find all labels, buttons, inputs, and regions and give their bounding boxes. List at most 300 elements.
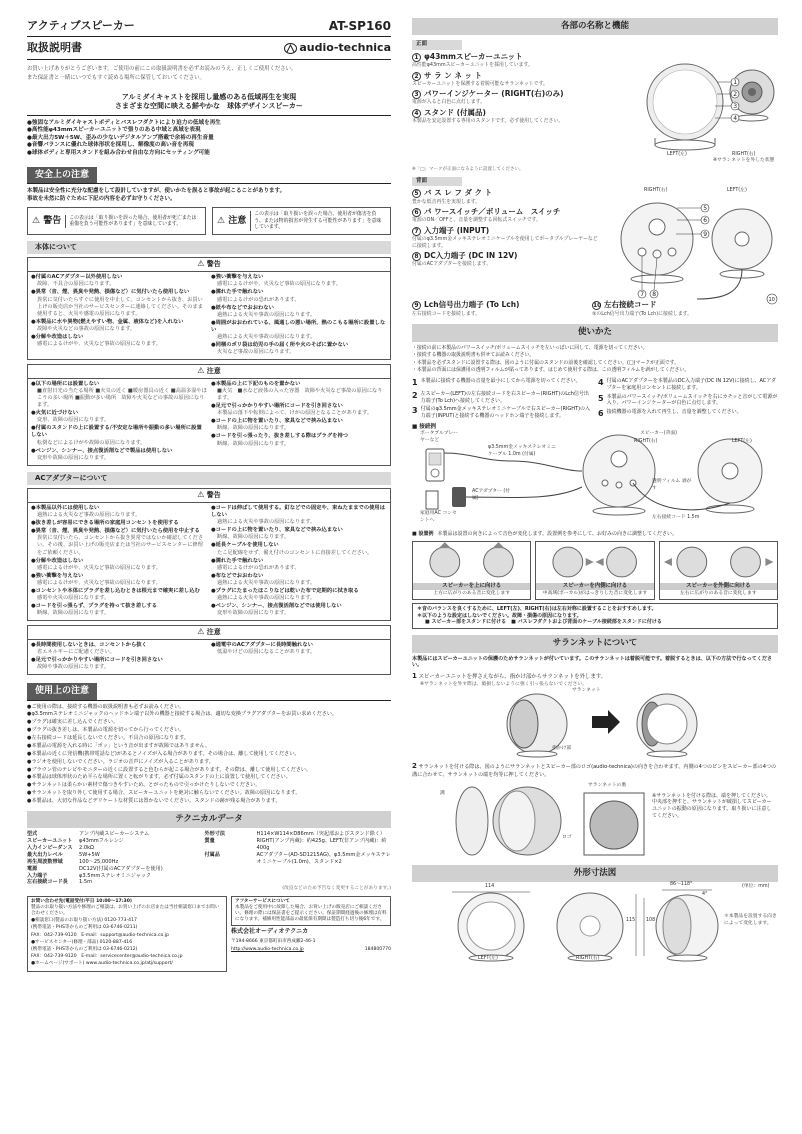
contact-line: (携帯電話・PHS等からのご利用は 03-6746-0212) bbox=[31, 947, 138, 953]
step-item bbox=[598, 409, 778, 420]
how-note-item: ・本製品を必ずスタンドに設置する際は、図のように付属のスタンドの前後を確認してください。(□)マークが正面です。 bbox=[412, 359, 680, 366]
catch-line: さまざまな空間に映える鮮やかな 球体デザインスピーカー bbox=[115, 102, 303, 111]
safety-item-detail: 感電によるけがや、火災など事故の原因になります。 bbox=[37, 340, 161, 347]
usage-list bbox=[27, 704, 391, 805]
usage-note-item: ●本製品の電源を入れる時に「ポッ」という音が出ますが故障ではありません。 bbox=[27, 742, 211, 749]
connection-label: ■ 接続例 bbox=[412, 423, 437, 430]
safety-item bbox=[31, 573, 207, 587]
part-description: 電源のON／OFFと、音量を調整する回転式スイッチです。 bbox=[412, 217, 541, 224]
dim-left-caption: LEFT(左) bbox=[478, 956, 498, 962]
step-item bbox=[598, 378, 778, 392]
spec-row bbox=[27, 879, 197, 886]
svg-text:4: 4 bbox=[733, 114, 738, 122]
usage-note-item: ●プラグの抜き差しは、本製品の電源を切ってから行ってください。 bbox=[27, 727, 185, 734]
left-column bbox=[27, 18, 391, 972]
brand-name: audio-technica bbox=[299, 41, 391, 55]
part-number: 2 bbox=[412, 72, 421, 81]
signal-words bbox=[27, 207, 391, 235]
part-item bbox=[412, 226, 602, 249]
safety-item-heading: ●火気に近づけない bbox=[31, 410, 78, 417]
ac-section-title: ACアダプターについて bbox=[27, 472, 391, 485]
safety-item-heading: ●分解や改造はしない bbox=[31, 557, 84, 564]
ac-warning-left bbox=[31, 505, 207, 618]
caution-triangle-icon: ⚠ bbox=[197, 627, 205, 637]
warning-triangle-icon: ⚠ bbox=[197, 490, 205, 500]
svg-text:8: 8 bbox=[652, 291, 657, 299]
back-left-caption: LEFT(左) bbox=[727, 188, 747, 194]
safety-item-heading: ●足元で引っかかりやすい場所にコードを引き回さない bbox=[31, 657, 163, 664]
contact-list bbox=[31, 905, 223, 968]
safety-item-heading: ●異常（音、煙、異臭や発熱、損傷など）に気付いたら使用を中止する bbox=[31, 528, 200, 535]
step-text: 左スピーカー(LEFT)の左右接続コードを右スピーカー(RIGHT)のLch信号出力端子(To Lch)へ接続してください。 bbox=[420, 390, 589, 404]
finger-label: 指かけ部 bbox=[552, 746, 572, 752]
spec-key: 電源 bbox=[27, 865, 38, 872]
safety-item bbox=[211, 320, 387, 341]
caution-icon: ⚠ 注意 bbox=[217, 216, 247, 227]
safety-item-detail: 本製品の落下や転倒によって、けがの原因となることがあります。 bbox=[217, 410, 373, 417]
spec-value: RIGHT(アンプ内蔵)：約425g、LEFT(非アンプ内蔵)：約400g bbox=[256, 838, 387, 852]
step-text: 本製品のパワースイッチ/ボリュームスイッチを右にカチッと音がして電源が入り、パワーインジケーターが白色に点灯します。 bbox=[606, 393, 778, 407]
body-warning-right bbox=[211, 274, 387, 357]
safety-item-heading: ●濡れた手で触れない bbox=[211, 289, 264, 296]
setup-inward-figure bbox=[536, 542, 653, 580]
step-item bbox=[598, 394, 778, 408]
svg-text:5: 5 bbox=[703, 205, 708, 213]
spec-key: 最大出力レベル bbox=[27, 851, 63, 858]
safety-item bbox=[31, 319, 207, 333]
model-number: AT-SP160 bbox=[328, 19, 391, 33]
safety-item-heading: ●紙や布などでおおわない bbox=[211, 304, 274, 311]
setup-up-desc: 上方に広がりのある音に変化します bbox=[433, 591, 511, 597]
ac-caution-head bbox=[28, 626, 390, 640]
contact-line: ●サービスセンター(修理・部品) 0120-887-416 bbox=[31, 939, 133, 945]
footer bbox=[27, 896, 391, 972]
dim-width: 114 bbox=[485, 884, 495, 890]
body-caution-box bbox=[27, 364, 391, 466]
step-number: 6 bbox=[598, 409, 604, 419]
step-text: 付属のφ3.5mm金メッキステレオミニケーブルで右スピーカー(RIGHT)の入力端子(INPUT)と接続する機器のヘッドホン端子を接続します。 bbox=[420, 406, 591, 420]
part-name-row bbox=[412, 207, 602, 217]
back-speaker-figure bbox=[602, 194, 778, 319]
setup-inward-desc: 中高域(ボーカル)がはっきりした音に変化します bbox=[542, 591, 648, 597]
body-caution-left bbox=[31, 381, 207, 463]
feature-list bbox=[27, 120, 391, 158]
body-warning-head bbox=[28, 258, 390, 272]
safety-item bbox=[31, 603, 207, 617]
safety-lead-line: 事故を未然に防ぐために下記の内容を必ずお守りください。 bbox=[27, 195, 176, 202]
how-note-item: ・接続の前に本製品のパワースイッチ/ボリュームスイッチを左いっぱいに回して、電源を切ってください。 bbox=[412, 344, 648, 351]
setup-note: ＊以下のような設定はしないでください。故障・損傷の原因になります。 bbox=[417, 612, 582, 619]
part-description: 左右接続コードを接続します。 bbox=[412, 310, 481, 317]
safety-item-heading: ●濡れた手で触れない bbox=[211, 557, 264, 564]
ac-caution-left bbox=[31, 642, 207, 672]
part-description: 豊かな低音再生を実現します。 bbox=[412, 198, 481, 205]
part-name: パワーインジケーター (RIGHT(右)のみ) bbox=[424, 89, 564, 99]
spec-value: ACアダプター(AD-SD1215AG)、φ3.5mm金メッキステレオミニケーブル(1.0m)、スタンド×2 bbox=[256, 851, 391, 865]
spec-value: φ3.5mmステレオミニジャック bbox=[79, 872, 152, 879]
part-item bbox=[412, 251, 602, 268]
safety-item bbox=[31, 334, 207, 348]
safety-item bbox=[211, 527, 387, 541]
part-description: 付属のφ3.5mm金メッキステレオミニケーブルを使用してポータブルプレーヤーなどに接続します。 bbox=[412, 235, 598, 249]
front-note: ※「□」マークが正面になるように設置してください。 bbox=[412, 166, 524, 172]
saran-step1-note: ※サランネットを外す際は、破損しないように強く引っ張らないでください。 bbox=[420, 681, 587, 687]
setup-up-title: スピーカーを上に向ける bbox=[413, 583, 530, 590]
safety-item-detail: 過熱による火災や事故の原因になります。 bbox=[217, 311, 316, 318]
company-url[interactable]: http://www.audio-technica.co.jp bbox=[231, 946, 304, 952]
outlet-label: 家庭用AC コンセントへ bbox=[420, 511, 457, 523]
spec-value: φ43mmフルレンジ bbox=[79, 838, 124, 845]
contact-line: FAX：042-739-9120 E-mail：support@audio-technica.co.jp bbox=[31, 932, 169, 938]
spec-key: 入力インピーダンス bbox=[27, 845, 73, 852]
safety-item bbox=[211, 573, 387, 587]
safety-lead-line: 本製品は安全性に充分な配慮をして設計していますが、使いかたを誤ると事故が起こることがあります。 bbox=[27, 188, 286, 195]
setup-notes bbox=[412, 603, 778, 629]
conn-right-label: RIGHT(右) bbox=[634, 439, 658, 445]
feature-item: ●高性能φ43mmスピーカーユニットで張りのある中域と高域を表現 bbox=[27, 127, 201, 134]
safety-item bbox=[211, 342, 387, 356]
back-label: 背面 bbox=[412, 177, 462, 186]
steps-left bbox=[412, 378, 592, 422]
spec-value: 2.0kΩ bbox=[79, 845, 94, 852]
step-text: 本製品に接続する機器の音量を最小にしてから電源を切ってください。 bbox=[420, 378, 581, 385]
part-description: 本製品を安定設置する専用のスタンドです。必ず使用してください。 bbox=[412, 118, 564, 125]
title-row bbox=[27, 18, 391, 37]
service-title: アフターサービスについて bbox=[235, 898, 290, 904]
safety-item-detail: 感電によるけがや、火災など事故の原因になります。 bbox=[37, 579, 161, 586]
safety-item-heading: ●ベンジン、シンナー、接点復活剤などで製品は使用しない bbox=[31, 447, 173, 454]
part-number: 5 bbox=[412, 189, 421, 198]
spec-key: 入力端子 bbox=[27, 872, 48, 879]
part-name: バ ス レ フ ダ ク ト bbox=[424, 188, 493, 198]
safety-item-heading: ●足元で引っかかりやすい場所にコードを引き回さない bbox=[211, 403, 343, 410]
safety-item-detail: 感電によるけがや、火災など事故の原因になります。 bbox=[217, 281, 341, 288]
spec-row bbox=[27, 859, 197, 866]
saran-step1: 1 スピーカーユニットを押さえながら、指かけ部からサランネットを外します。 ※サランネットを外す際は、破損しないように強く引っ張らないでください。 bbox=[412, 672, 778, 688]
part-number: 8 bbox=[412, 252, 421, 261]
safety-item-detail: 断線、故障の原因になります。 bbox=[217, 534, 290, 541]
safety-item-heading: ●以下の場所には設置しない bbox=[31, 381, 100, 387]
intro-text bbox=[27, 66, 391, 83]
warning-label: 警告 bbox=[43, 216, 62, 227]
safety-item-heading: ●強い衝撃を与えない bbox=[211, 274, 264, 281]
steps-right bbox=[598, 378, 778, 422]
safety-item-heading: ●強い衝撃を与えない bbox=[31, 572, 84, 579]
part-item bbox=[412, 71, 637, 88]
safety-item-detail: 異常に気付いたら、コンセントから抜き異常ではないか確認してください。その後、お買い上げの販売店または当社のサービスセンターに修理をご依頼ください。 bbox=[37, 535, 204, 556]
connection-figure bbox=[412, 431, 778, 529]
safety-item-heading: ●分解や改造はしない bbox=[31, 333, 84, 340]
service-box bbox=[231, 896, 391, 927]
safety-item-heading: ●本製品に水や異物(燃えやすい物、金属、液体など)を入れない bbox=[31, 318, 184, 325]
parts-title: 各部の名称と機能 bbox=[412, 18, 778, 35]
product-title: アクティブスピーカー bbox=[27, 19, 135, 33]
spec-key: 左右接続コード長 bbox=[27, 879, 68, 886]
step-number: 4 bbox=[598, 378, 604, 388]
player-label: ポータブルプレーヤーなど bbox=[420, 431, 458, 443]
safety-item-heading: ●通電中のACアダプターに長時間触れない bbox=[211, 642, 313, 649]
ac-warning-head bbox=[28, 489, 390, 503]
part-number: 3 bbox=[412, 90, 421, 99]
contact-line: ●ホームページ(サポート) www.audio-technica.co.jp/atj/support/ bbox=[31, 961, 173, 967]
arrow-right-icon bbox=[592, 710, 620, 734]
part-name: 入力端子 (INPUT) bbox=[424, 225, 490, 235]
safety-item-detail: 過熱による火災や事故の原因になります。 bbox=[217, 334, 316, 341]
front-parts-list bbox=[412, 52, 637, 167]
front-speaker-figure bbox=[637, 52, 778, 167]
safety-item-detail: 火災など事故の原因になります。 bbox=[217, 349, 295, 356]
svg-text:3: 3 bbox=[733, 102, 738, 110]
contact-line: 製品のお取り扱い方法や修理のご相談は、お買い上げのお店または当社相談窓口までお問い合わせください。 bbox=[31, 904, 220, 917]
spec-row bbox=[205, 852, 391, 866]
spec-key: 型式 bbox=[27, 831, 38, 838]
front-label: 正面 bbox=[412, 40, 462, 49]
contact-line: (携帯電話・PHS等からのご利用は 03-6746-0211) bbox=[31, 925, 138, 931]
brand-logo bbox=[284, 41, 391, 56]
specs-title: テクニカルデータ bbox=[27, 811, 391, 828]
part-name-row bbox=[412, 71, 637, 81]
safety-item bbox=[211, 403, 387, 417]
safety-item-heading: ●布などでおおわない bbox=[211, 572, 264, 579]
saran-step2: 2 サランネットを付ける際は、図のようにサランネットとスピーカー部のロゴ(audio-technica)の向きを合わせます。内側の4つのピンをスピーカー部の4つの溝に合わせて、サランネットの端を均等に押してください。 bbox=[412, 762, 777, 778]
safety-item-detail: ■火気 ■水など液体の入った容器 故障や火災など事故の原因になります。 bbox=[217, 388, 383, 402]
ac-warning-box bbox=[27, 488, 391, 621]
safety-title: 安全上の注意 bbox=[27, 167, 97, 183]
safety-item-detail: 感電によるけがの恐れがあります。 bbox=[217, 296, 300, 303]
safety-item bbox=[31, 505, 207, 519]
inside-label: サランネットの裏 bbox=[588, 782, 627, 788]
saran-lead: 本製品にはスピーカーユニットの保護のためサランネットが付いています。このサランネットは着脱可能です。着脱するときは、以下の方法で行なってください。 bbox=[412, 655, 773, 669]
dim-angle: 4° bbox=[702, 892, 708, 898]
specs-note: (改良などのため予告なく変更することがあります。) bbox=[282, 886, 391, 892]
safety-item-heading: ●コードの上に物を置いたり、家具などで挟み込まない bbox=[211, 418, 343, 425]
spec-key: 質量 bbox=[204, 838, 215, 845]
safety-item-detail: 感電によるけがや、火災など事故の原因になります。 bbox=[37, 564, 161, 571]
safety-item-detail: 過熱による火災や事故の原因になります。 bbox=[217, 519, 316, 526]
warning-def-text: この表示は「取り扱いを誤った場合、使用者が死亡または重傷を負う可能性があります」を意味しています。 bbox=[65, 215, 201, 228]
setup-label: ■ 設置例 bbox=[412, 531, 434, 538]
safety-item-detail: 過熱による火災や事故の原因になります。 bbox=[217, 595, 316, 602]
safety-item-detail: 変形や故障の原因になります。 bbox=[217, 610, 290, 617]
safety-lead bbox=[27, 188, 391, 203]
specs-left bbox=[27, 831, 197, 886]
usage-note-item: ●サランネットを取り外して使用する場合、スピーカーユニットを絶対に触らないでください。故障の原因になります。 bbox=[27, 790, 301, 797]
usage-note-item: ●サランネットは柔らかい素材で傷つきやすいため、とがったもので引っかけたりしないでください。 bbox=[27, 782, 261, 789]
part-name: DC入力端子 (DC IN 12V) bbox=[424, 251, 518, 261]
spec-row bbox=[27, 852, 197, 859]
body-warning-left bbox=[31, 274, 207, 357]
safety-item bbox=[31, 558, 207, 572]
safety-item bbox=[31, 642, 207, 656]
safety-item bbox=[31, 528, 207, 556]
safety-item-heading: ●ベンジン、シンナー、接点復活剤などでは使用しない bbox=[211, 603, 342, 610]
back-area bbox=[412, 188, 778, 318]
usage-note-item: ●本製品は、大切な作品などデリケートな材質には置かないでください。スタンドの跡が残る場合があります。 bbox=[27, 798, 281, 805]
front-left-caption: LEFT(左) bbox=[667, 151, 687, 157]
ac-warning-right bbox=[211, 505, 387, 618]
how-note-item: ・本製品の背面には保護用の透明フィルムが貼ってあります。はじめて使用する際は、この透明フィルムを剥がしてください。 bbox=[412, 367, 690, 374]
pin-note: ※サランネットを付ける際は、端を押してください。中央部を押すと、サランネットが破損してスピーカーユニットの振動の原因になります。取り扱いに注意してください。 bbox=[652, 792, 772, 819]
step-number: 1 bbox=[412, 378, 418, 388]
back-parts-list bbox=[412, 188, 602, 318]
setup-up bbox=[412, 541, 531, 600]
spec-value: アンプ内蔵スピーカーシステム bbox=[79, 831, 150, 838]
safety-item bbox=[31, 274, 207, 288]
step-text: 付属のACアダプターを本製品のDC入力端子(DC IN 12V)に接続し、ACアダプターを家庭用コンセントに接続します。 bbox=[606, 378, 776, 391]
safety-item bbox=[31, 425, 207, 446]
feature-item: ●音響バランスに優れた球体形状を採用し、解像度の高い音を再現 bbox=[27, 142, 194, 149]
safety-item bbox=[31, 520, 207, 527]
usage-header bbox=[27, 683, 391, 700]
warning-icon: ⚠ 警告 bbox=[32, 216, 62, 227]
safety-item bbox=[31, 448, 207, 462]
safety-item-detail: たこ足配線をせず、備え付けのコンセントに直接差してください。 bbox=[217, 549, 373, 556]
body-caution-head bbox=[28, 365, 390, 379]
part-name-row bbox=[412, 188, 602, 198]
setup-outward-desc: 左右に広がりのある音に変化します bbox=[679, 591, 757, 597]
saran-title: サランネットについて bbox=[412, 635, 778, 652]
safety-item bbox=[211, 542, 387, 556]
part-description: 付属のACアダプターを接続します。 bbox=[412, 261, 491, 268]
dim-note: ＊本製品を設置する向きによって変化します。 bbox=[724, 914, 777, 926]
safety-item-heading: ●同梱のポリ袋は幼児の手の届く所や火のそばに置かない bbox=[211, 342, 349, 349]
part-name: 左右接続コード bbox=[604, 300, 657, 310]
spec-key: 付属品 bbox=[204, 851, 220, 858]
safety-item bbox=[211, 588, 387, 602]
safety-item-heading: ●付属のスタンドの上に設置する/不安定な場所や振動の多い場所に設置しない bbox=[31, 425, 202, 439]
safety-item bbox=[211, 642, 387, 656]
ac-caution-box bbox=[27, 625, 391, 675]
part-name-row bbox=[412, 52, 637, 62]
safety-item-heading: ●異常（音、煙、異臭や発熱、損傷など）に気付いたら使用しない bbox=[31, 289, 190, 296]
how-title: 使いかた bbox=[412, 324, 778, 341]
safety-item-detail: 断線、故障の原因になります。 bbox=[217, 440, 290, 447]
saran-step1-text: スピーカーユニットを押さえながら、指かけ部からサランネットを外します。 bbox=[418, 674, 607, 681]
usage-note-item: ●ラジオを使用しないでください。ラジオの音声にノイズが入ることがあります。 bbox=[27, 758, 214, 765]
part-name: φ43mmスピーカーユニット bbox=[424, 51, 523, 61]
safety-item-heading: ●コードは伸ばして使用する。釘などでの固定や、束ねたままでの使用はしない bbox=[211, 505, 386, 519]
setup-examples bbox=[412, 541, 778, 600]
spec-key: 外形寸法 bbox=[204, 831, 225, 838]
dim-depth: 86〜118° bbox=[670, 882, 693, 888]
spec-value: DC12V(付属のACアダプターを使用) bbox=[79, 865, 163, 872]
safety-item-heading: ●本製品以外には使用しない bbox=[31, 505, 100, 512]
ac-warning-head-label: 警告 bbox=[206, 491, 221, 500]
part-number: 7 bbox=[412, 227, 421, 236]
spec-row bbox=[27, 866, 197, 873]
setup-lead: 本製品は設置の向きによって音色が変化します。設置例を参考にして、お好みの向きに調整してください。 bbox=[437, 531, 677, 538]
step-text: 接続機器の電源を入れて再生し、音量を調整してください。 bbox=[606, 409, 742, 416]
part-description: スピーカーユニットを保護する着脱可能なサランネットです。 bbox=[412, 80, 548, 87]
service-area bbox=[231, 896, 391, 972]
company-name: 株式会社オーディオテクニカ bbox=[231, 928, 309, 936]
caution-label: 注意 bbox=[228, 216, 247, 227]
part-name-row bbox=[412, 226, 602, 236]
part-name: パ ワースイッチ／ボリューム スイッチ bbox=[424, 207, 561, 217]
saran-removal-figure bbox=[412, 688, 778, 760]
safety-item-heading: ●抜き差しが容易にできる場所の家庭用コンセントを使用する bbox=[31, 520, 179, 527]
usage-note-item: ●本製品の近くに発信機(携帯電話など)があるとノイズが入る場合があります。その場合は、離して使用してください。 bbox=[27, 750, 300, 757]
safety-item-detail: ■直射日光の当たる場所 ■火気の近く ■暖房器具の近く ■高温多湿やほこりの多い場所 ■振動が多い場所 故障や火災などの事故の原因になります。 bbox=[37, 388, 207, 409]
part-name-row bbox=[412, 300, 582, 310]
safety-item-detail: 故障や火災などの事故の原因になります。 bbox=[37, 325, 136, 332]
spec-key: 再生周波数帯域 bbox=[27, 858, 63, 865]
part-name: Lch信号出力端子 (To Lch) bbox=[424, 300, 520, 310]
safety-item bbox=[211, 418, 387, 432]
safety-item bbox=[211, 558, 387, 572]
step-item bbox=[412, 406, 592, 420]
feature-item: ●球体ボディと専用スタンドを組み合わせ自由な方向にセッティング可能 bbox=[27, 149, 210, 156]
safety-header bbox=[27, 167, 391, 184]
safety-item-detail: 低温やけどの原因になることがあります。 bbox=[217, 649, 316, 656]
safety-item bbox=[211, 289, 387, 303]
spec-row bbox=[27, 845, 197, 852]
safety-item-detail: 過熱による火災など事故の原因になります。 bbox=[37, 512, 141, 519]
spec-value: H114×W114×D86mm（突起部およびスタンド除く） bbox=[256, 831, 386, 838]
how-note-item: ・接続する機器の取扱説明書も併せてお読みください。 bbox=[412, 352, 535, 359]
safety-item bbox=[211, 274, 387, 288]
feature-item: ●最大出力5W＋5W、歪みの少ないデジタルアンプ搭載で余裕の再生音量 bbox=[27, 134, 214, 141]
safety-item bbox=[211, 305, 387, 319]
saran-removal-svg bbox=[412, 688, 778, 760]
body-warning-box bbox=[27, 257, 391, 360]
manual-row bbox=[27, 41, 391, 56]
safety-item-detail: 断線、故障の原因になります。 bbox=[217, 425, 290, 432]
setup-outward-title: スピーカーを外側に向ける bbox=[660, 583, 777, 590]
step-item bbox=[412, 391, 592, 405]
safety-item-detail: 変形や故障の原因になります。 bbox=[37, 454, 110, 461]
part-name: サ ラ ン ネ ッ ト bbox=[424, 70, 483, 80]
body-caution-head-label: 注意 bbox=[206, 367, 221, 376]
intro-line: お買い上げありがとうございます。ご使用の前にこの取扱説明書を必ずお読みのうえ、正しくご使用ください。 bbox=[27, 66, 297, 73]
dim-unit: (単位：mm) bbox=[742, 884, 770, 890]
front-right-caption: RIGHT(右) bbox=[732, 151, 756, 157]
intro-line: また保証書と一緒にいつでもすぐ読める場所に保管しておいてください。 bbox=[27, 75, 205, 82]
how-steps bbox=[412, 378, 778, 422]
spec-row bbox=[205, 838, 391, 852]
safety-item-heading: ●周囲がおおわれている、風通しの悪い場所、熱のこもる場所に設置しない bbox=[211, 319, 386, 333]
caution-def-text: この表示は「取り扱いを誤った場合、使用者が傷害を負う、または物的損害が発生する可能性があります」を意味しています。 bbox=[250, 211, 386, 231]
svg-text:6: 6 bbox=[703, 217, 708, 225]
safety-item-heading: ●コードを引っ張らず、プラグを持って抜き差しする bbox=[31, 602, 158, 609]
safety-item bbox=[211, 603, 387, 617]
safety-item bbox=[31, 588, 207, 602]
safety-item bbox=[31, 410, 207, 424]
part-item bbox=[412, 89, 637, 106]
svg-text:1: 1 bbox=[733, 78, 738, 86]
front-area bbox=[412, 52, 778, 167]
usage-note-item: ●プラグは確実に差し込んでください。 bbox=[27, 719, 119, 726]
warning-triangle-icon: ⚠ bbox=[197, 259, 205, 269]
safety-item-detail: 故障や事故の原因になります。 bbox=[37, 664, 110, 671]
contact-box bbox=[27, 896, 227, 972]
body-caution-right bbox=[211, 381, 387, 463]
part-name-row bbox=[412, 108, 637, 118]
caution-definition bbox=[212, 207, 391, 235]
usage-title: 使用上の注意 bbox=[27, 683, 97, 699]
contact-line: FAX：042-739-9120 E-mail：servicecenter@audio-technica.co.jp bbox=[31, 954, 183, 960]
part-description: 高性能φ43mmスピーカーユニットを採用しています。 bbox=[412, 62, 533, 69]
doc-code: 184800770 bbox=[364, 946, 391, 952]
spec-value: 100〜25,000Hz bbox=[79, 858, 119, 865]
groove-label: 溝 bbox=[440, 790, 445, 796]
setup-inward-title: スピーカーを内側に向ける bbox=[536, 583, 653, 590]
warning-definition bbox=[27, 207, 206, 235]
part-item bbox=[412, 188, 602, 205]
safety-item-heading: ●コードを引っ張ったり、抜き差しする際はプラグを持つ bbox=[211, 433, 349, 440]
front-illustration bbox=[637, 52, 778, 167]
usage-note-item: ●φ3.5mmステレオミニジャックのヘッドホン端子以外の機器と接続する場合は、適切な変換プラグアダプターをお買い求めください。 bbox=[27, 711, 338, 718]
